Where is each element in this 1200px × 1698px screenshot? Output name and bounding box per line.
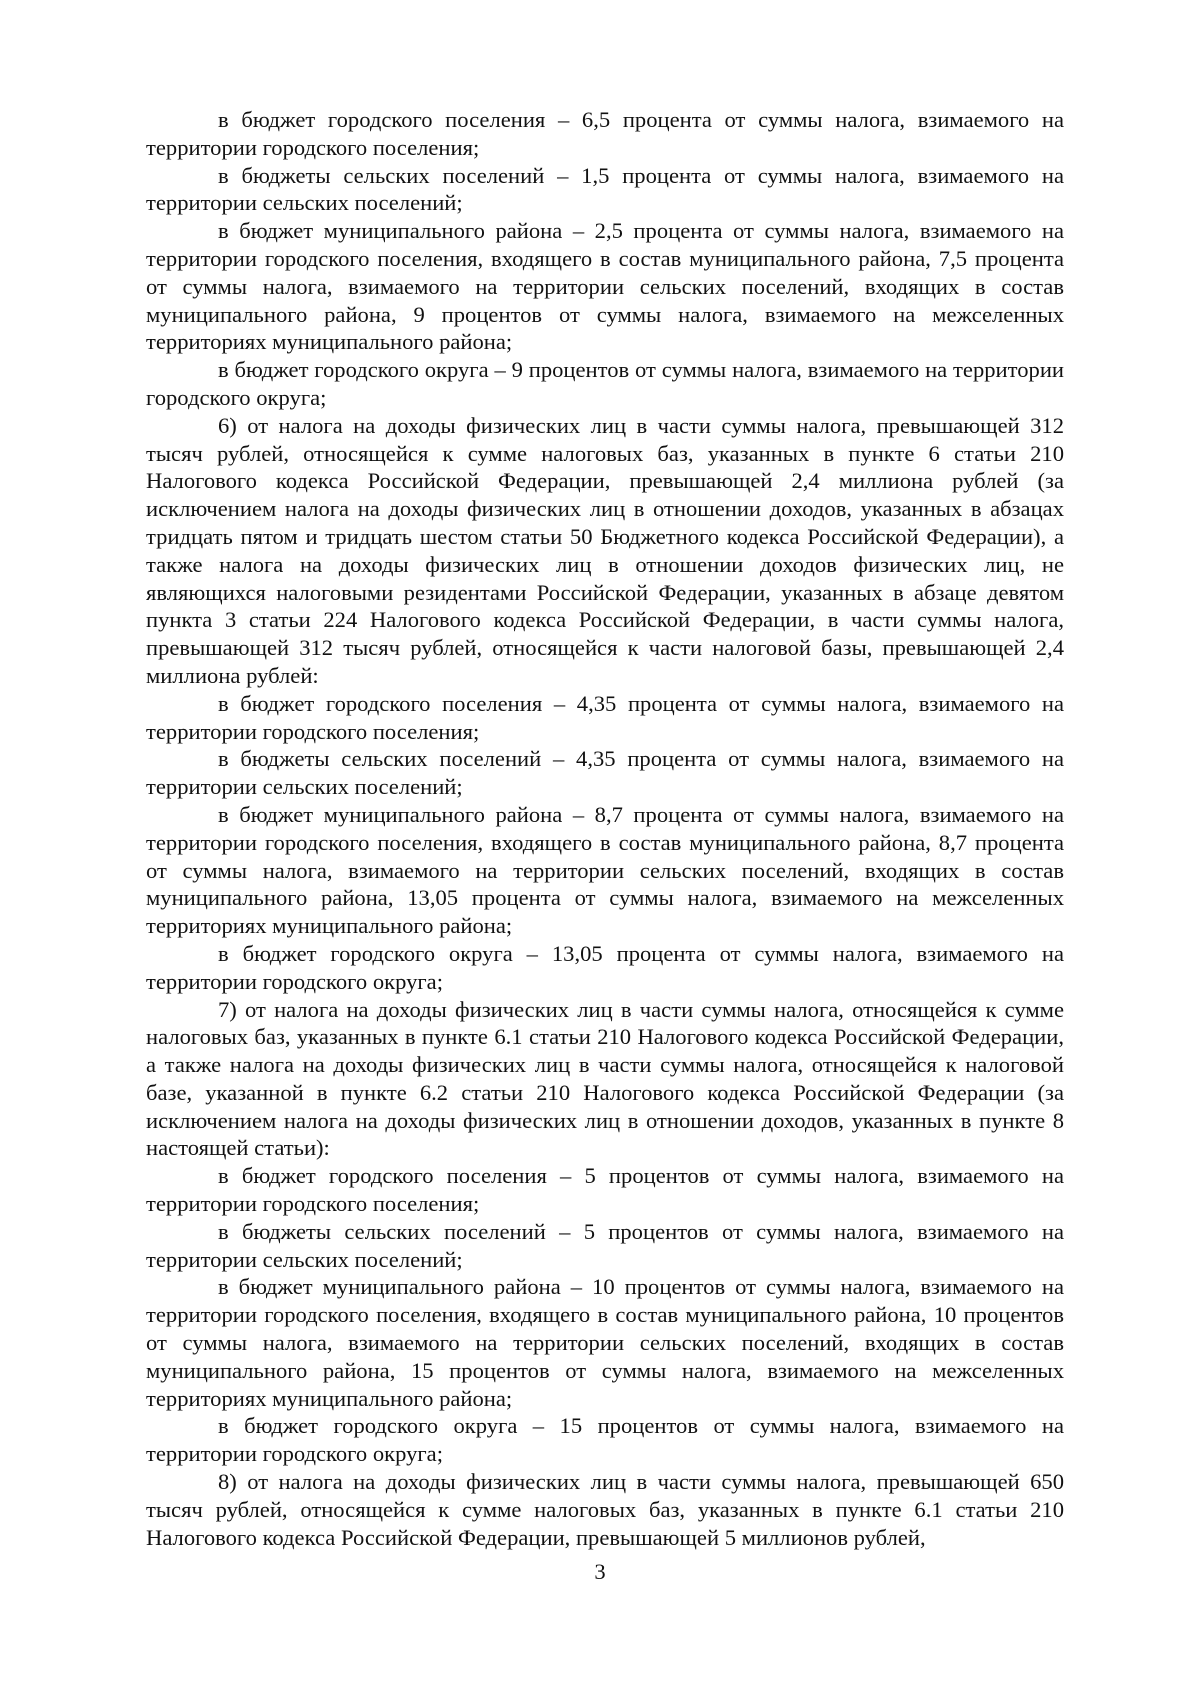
paragraph-14: в бюджет городского округа – 15 процентов от суммы налога, взимаемого на территории городского округа; xyxy=(146,1413,1064,1467)
paragraph-4: в бюджет городского округа – 9 процентов от суммы налога, взимаемого на территории городского округа; xyxy=(146,357,1064,410)
paragraph-6: в бюджет городского поселения – 4,35 процента от суммы налога, взимаемого на территории городского поселения; xyxy=(146,690,1064,744)
paragraph-8: в бюджет муниципального района – 8,7 процента от суммы налога, взимаемого на территории городского поселения, входящего в состав муниципального района, 8,7 процента от суммы налога, взимаемого на территории сельских поселений, входящих в состав муниципального района, 13,05 процента от суммы налога, взимаемого на межселенных территориях муниципального района; xyxy=(146,801,1064,939)
paragraph-7: в бюджеты сельских поселений – 4,35 процента от суммы налога, взимаемого на территории сельских поселений; xyxy=(146,746,1064,800)
paragraph-3: в бюджет муниципального района – 2,5 процента от суммы налога, взимаемого на территории городского поселения, входящего в состав муниципального района, 7,5 процента от суммы налога, взимаемого на территории сельских поселений, входящих в состав муниципального района, 9 процентов от суммы налога, взимаемого на межселенных территориях муниципального района; xyxy=(146,218,1064,355)
paragraph-11: в бюджет городского поселения – 5 процентов от суммы налога, взимаемого на территории городского поселения; xyxy=(146,1163,1064,1217)
paragraph-12: в бюджеты сельских поселений – 5 процентов от суммы налога, взимаемого на территории сельских поселений; xyxy=(146,1218,1064,1272)
paragraph-1: в бюджет городского поселения – 6,5 процента от суммы налога, взимаемого на территории городского поселения; xyxy=(146,107,1064,160)
document-body xyxy=(146,106,1064,1551)
paragraph-13: в бюджет муниципального района – 10 процентов от суммы налога, взимаемого на территории городского поселения, входящего в состав муниципального района, 10 процентов от суммы налога, взимаемого на территории сельских поселений, входящих в состав муниципального района, 15 процентов от суммы налога, взимаемого на межселенных территориях муниципального района; xyxy=(146,1274,1064,1411)
paragraph-5: 6) от налога на доходы физических лиц в части суммы налога, превышающей 312 тысяч рублей, относящейся к сумме налоговых баз, указанных в пункте 6 статьи 210 Налогового кодекса Российской Федерации, превышающей 2,4 миллиона рублей (за исключением налога на доходы физических лиц в отношении доходов, указанных в абзацах тридцать пятом и тридцать шестом статьи 50 Бюджетного кодекса Российской Федерации), а также налога на доходы физических лиц в отношении доходов физических лиц, не являющихся налоговыми резидентами Российской Федерации, указанных в абзаце девятом пункта 3 статьи 224 Налогового кодекса Российской Федерации, в части суммы налога, превышающей 312 тысяч рублей, относящейся к части налоговой базы, превышающей 2,4 миллиона рублей: xyxy=(146,412,1064,688)
page-number: 3 xyxy=(594,1559,606,1584)
paragraph-15: 8) от налога на доходы физических лиц в части суммы налога, превышающей 650 тысяч рублей, относящейся к сумме налоговых баз, указанных в пункте 6.1 статьи 210 Налогового кодекса Российской Федерации, превышающей 5 миллионов рублей, xyxy=(146,1469,1064,1550)
paragraph-10: 7) от налога на доходы физических лиц в части суммы налога, относящейся к сумме налоговых баз, указанных в пункте 6.1 статьи 210 Налогового кодекса Российской Федерации, а также налога на доходы физических лиц в части суммы налога, относящейся к налоговой базе, указанной в пункте 6.2 статьи 210 Налогового кодекса Российской Федерации (за исключением налога на доходы физических лиц в отношении доходов, указанных в пункте 8 настоящей статьи): xyxy=(146,996,1064,1161)
paragraph-2: в бюджеты сельских поселений – 1,5 процента от суммы налога, взимаемого на территории сельских поселений; xyxy=(146,162,1064,216)
paragraph-9: в бюджет городского округа – 13,05 процента от суммы налога, взимаемого на территории городского округа; xyxy=(146,940,1064,994)
